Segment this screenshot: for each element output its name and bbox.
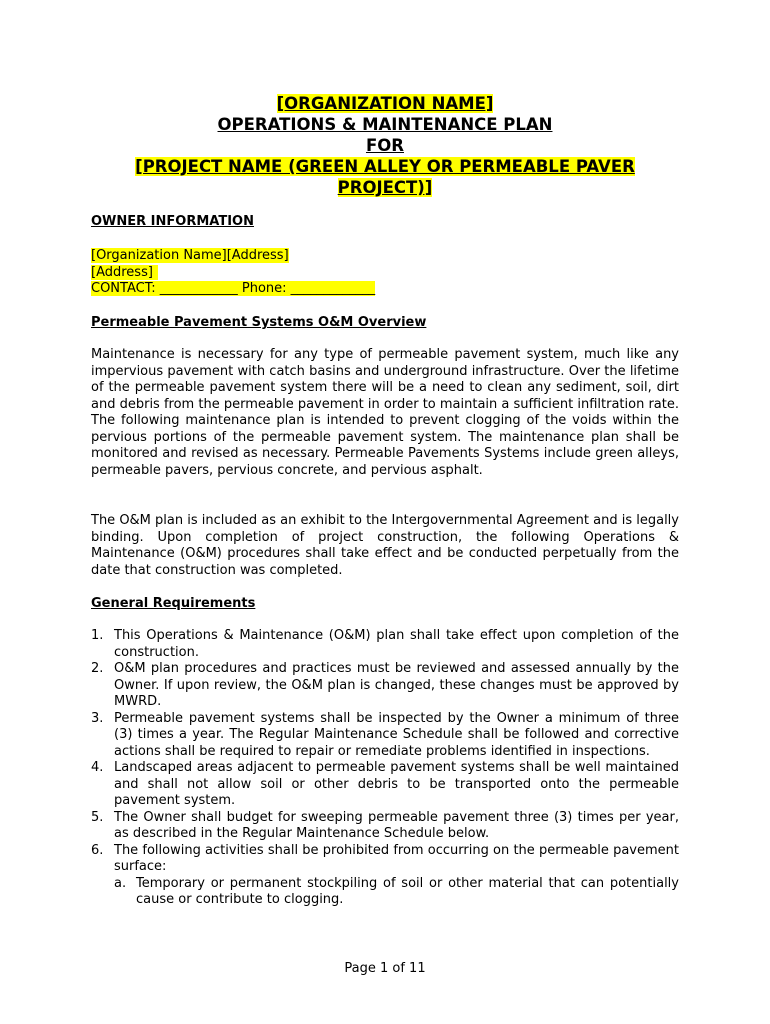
title-for bbox=[90, 135, 680, 156]
list-item bbox=[91, 628, 679, 661]
title-organization-name bbox=[90, 93, 680, 114]
title-organization-name-text: [ORGANIZATION NAME] bbox=[276, 94, 494, 113]
sub-list-item-letter: a. bbox=[114, 875, 127, 891]
list-item-text: This Operations & Maintenance (O&M) plan shall take effect upon completion of the construction. bbox=[114, 628, 679, 660]
overview-paragraph-1: Maintenance is necessary for any type of permeable pavement system, much like any impervious pavement with catch basins and underground infrastructure. Over the lifetime of the permeable pavement system there will be a need to clean any sediment, soil, dirt and debris from the permeable pavement in order to maintain a sufficient infiltration rate. The following maintenance plan is intended to prevent clogging of the voids within the pervious portions of the permeable pavement system. The maintenance plan shall be monitored and revised as necessary. Permeable Pavements Systems include green alleys, permeable pavers, pervious concrete, and pervious asphalt. bbox=[91, 347, 679, 478]
list-item bbox=[91, 711, 679, 761]
list-item-number: 1. bbox=[91, 628, 104, 643]
title-for-text: FOR bbox=[365, 136, 404, 155]
overview-heading: Permeable Pavement Systems O&M Overview bbox=[91, 315, 427, 330]
title-project-name bbox=[90, 156, 680, 198]
owner-information-heading: OWNER INFORMATION bbox=[91, 214, 254, 229]
list-item bbox=[91, 843, 679, 909]
owner-information-block bbox=[91, 248, 679, 298]
list-item-text: Landscaped areas adjacent to permeable pavement systems shall be well maintained and shall not allow soil or other debris to be transported onto the permeable pavement system. bbox=[114, 760, 679, 808]
list-item-text: The Owner shall budget for sweeping permeable pavement three (3) times per year, as described in the Regular Maintenance Schedule below. bbox=[114, 809, 679, 841]
owner-contact: CONTACT: ____________ Phone: _____________ bbox=[91, 281, 376, 296]
overview-paragraph-2: The O&M plan is included as an exhibit to the Intergovernmental Agreement and is legally binding. Upon completion of project construction, the following Operations & Maintenance (O&M) procedures shall take effect and be conducted perpetually from the date that construction was completed. bbox=[91, 513, 679, 578]
title-project-name-line1: [PROJECT NAME (GREEN ALLEY OR PERMEABLE PAVER bbox=[135, 157, 635, 176]
list-item bbox=[91, 810, 679, 843]
owner-address: [Address] bbox=[91, 265, 158, 280]
sub-list-item bbox=[114, 876, 679, 909]
list-item-text: Permeable pavement systems shall be inspected by the Owner a minimum of three (3) times a year. The Regular Maintenance Schedule shall be followed and corrective actions shall be required to repair or remediate problems identified in inspections. bbox=[114, 710, 679, 759]
list-item-text: O&M plan procedures and practices must be reviewed and assessed annually by the Owner. If upon review, the O&M plan is changed, these changes must be approved by MWRD. bbox=[114, 661, 679, 709]
list-item-number: 5. bbox=[91, 809, 104, 825]
list-item-number: 3. bbox=[91, 710, 104, 726]
general-requirements-list bbox=[91, 628, 679, 909]
list-item-text: The following activities shall be prohibited from occurring on the permeable pavement surface: bbox=[114, 842, 679, 874]
sub-list-item-text: Temporary or permanent stockpiling of soil or other material that can potentially cause or contribute to clogging. bbox=[136, 875, 679, 907]
list-item-number: 2. bbox=[91, 661, 104, 676]
page-number: Page 1 of 11 bbox=[344, 961, 426, 976]
list-item bbox=[91, 760, 679, 810]
title-project-name-line2: PROJECT)] bbox=[337, 178, 433, 197]
list-item-number: 6. bbox=[91, 842, 104, 858]
title-plan-name bbox=[90, 114, 680, 135]
list-item-number: 4. bbox=[91, 760, 104, 775]
owner-org-address: [Organization Name][Address] bbox=[91, 248, 289, 263]
general-requirements-heading: General Requirements bbox=[91, 596, 256, 611]
list-item bbox=[91, 661, 679, 711]
title-plan-name-text: OPERATIONS & MAINTENANCE PLAN bbox=[217, 115, 553, 134]
